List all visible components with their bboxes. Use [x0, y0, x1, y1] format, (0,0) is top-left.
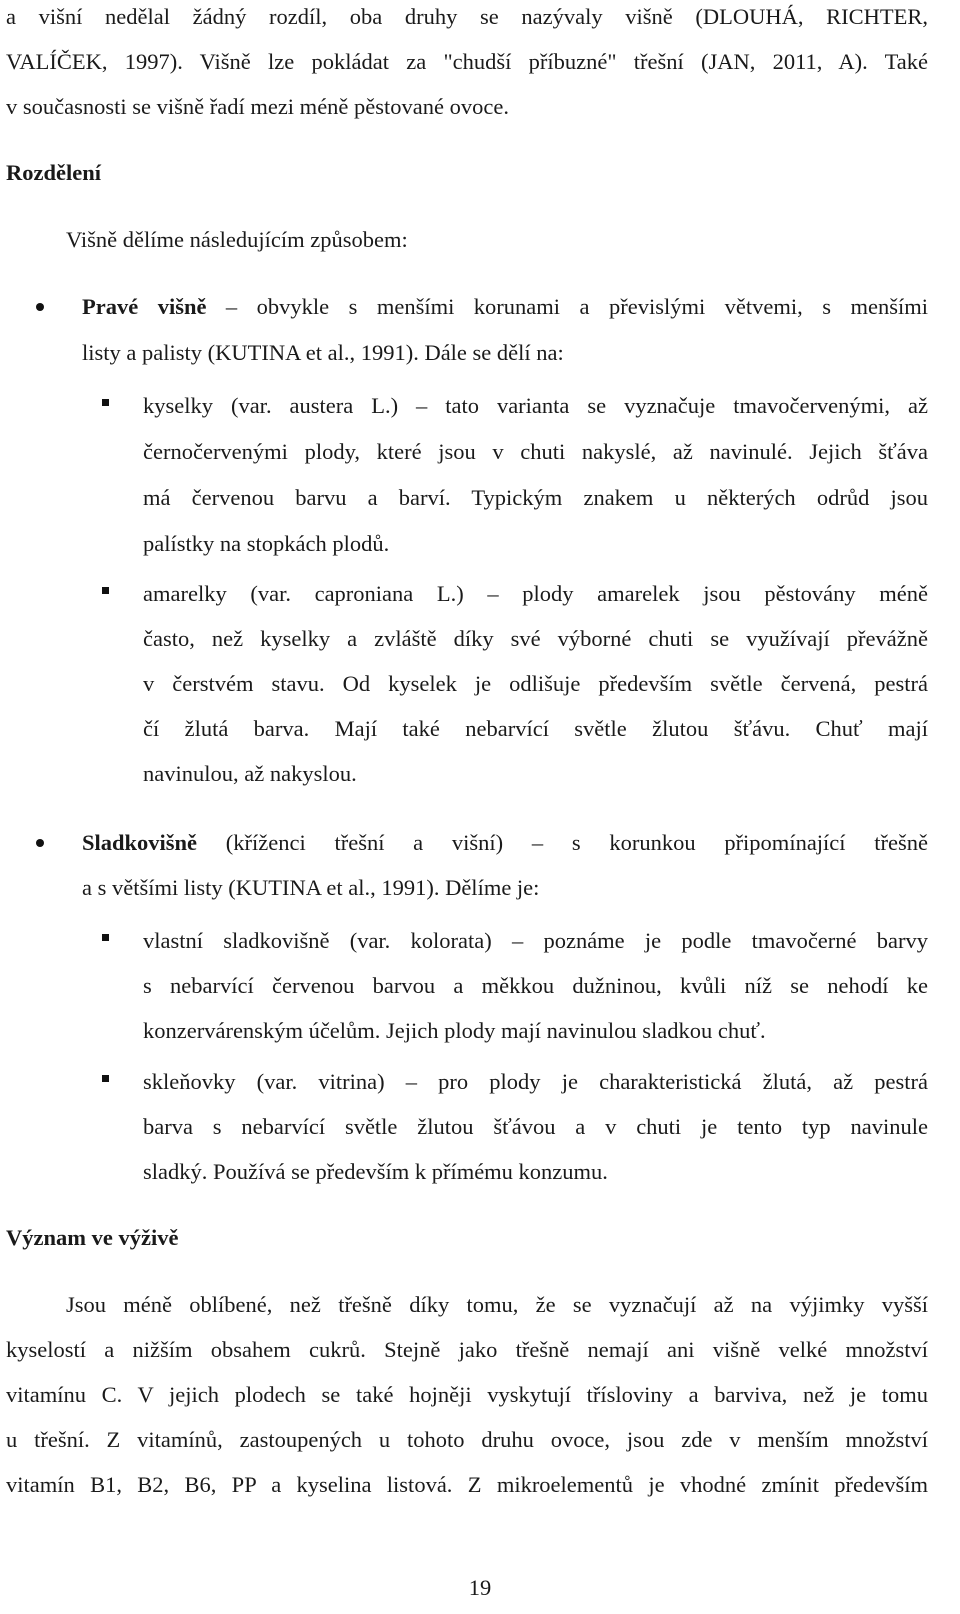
- sublist-item-line: často, než kyselky a zvláště díky své výborné chuti se využívají převážně: [143, 626, 928, 651]
- paragraph-line: u třešní. Z vitamínů, zastoupených u tohoto druhu ovoce, jsou zde v menším množství: [6, 1427, 928, 1452]
- list-item-line: a s většími listy (KUTINA et al., 1991). Dělíme je:: [82, 875, 540, 900]
- sublist-item-line: navinulou, až nakyslou.: [143, 761, 357, 786]
- section-heading: Význam ve výživě: [6, 1225, 179, 1250]
- paragraph-line: vitamínu C. V jejich plodech se také hojněji vyskytují třísloviny a barviva, než je tomu: [6, 1382, 928, 1407]
- paragraph-line: vitamín B1, B2, B6, PP a kyselina listová. Z mikroelementů je vhodné zmínit především: [6, 1472, 928, 1497]
- list-item-first-line: [82, 828, 928, 858]
- sublist-item-line: vlastní sladkovišně (var. kolorata) – poznáme je podle tmavočerné barvy: [143, 928, 928, 953]
- bullet-square-icon: [102, 934, 109, 941]
- bullet-square-icon: [102, 399, 109, 406]
- sublist-item-line: v čerstvém stavu. Od kyselek je odlišuje především světle červená, pestrá: [143, 671, 928, 696]
- list-text: (kříženci třešní a višní) – s korunkou připomínající třešně: [197, 830, 928, 855]
- bullet-square-icon: [102, 587, 109, 594]
- list-item-line: listy a palisty (KUTINA et al., 1991). Dále se dělí na:: [82, 340, 564, 365]
- list-text: – obvykle s menšími korunami a převislými větvemi, s menšími: [206, 294, 928, 319]
- list-term: Pravé višně: [82, 294, 207, 319]
- section-heading: Rozdělení: [6, 160, 101, 185]
- sublist-item-line: sladký. Používá se především k přímému konzumu.: [143, 1159, 608, 1184]
- bullet-dot-icon: [36, 839, 44, 847]
- sublist-item-line: palístky na stopkách plodů.: [143, 531, 390, 556]
- paragraph-line: kyselostí a nižším obsahem cukrů. Stejně jako třešně nemají ani višně velké množství: [6, 1337, 928, 1362]
- paragraph-line: VALÍČEK, 1997). Višně lze pokládat za "chudší příbuzné" třešní (JAN, 2011, A). Také: [6, 49, 928, 74]
- sublist-item-line: má červenou barvu a barví. Typickým znakem u některých odrůd jsou: [143, 485, 928, 510]
- sublist-item-line: konzervárenským účelům. Jejich plody mají navinulou sladkou chuť.: [143, 1018, 766, 1043]
- list-item-first-line: [82, 292, 928, 322]
- sublist-item-line: kyselky (var. austera L.) – tato varianta se vyznačuje tmavočervenými, až: [143, 393, 928, 418]
- bullet-dot-icon: [36, 303, 44, 311]
- bullet-square-icon: [102, 1075, 109, 1082]
- paragraph-line: Jsou méně oblíbené, než třešně díky tomu, že se vyznačují až na výjimky vyšší: [66, 1292, 928, 1317]
- sublist-item-line: amarelky (var. caproniana L.) – plody amarelek jsou pěstovány méně: [143, 581, 928, 606]
- sublist-item-line: barva s nebarvící světle žlutou šťávou a v chuti je tento typ navinule: [143, 1114, 928, 1139]
- page-number: 19: [468, 1575, 492, 1600]
- sublist-item-line: čí žlutá barva. Mají také nebarvící světle žlutou šťávu. Chuť mají: [143, 716, 928, 741]
- sublist-item-line: černočervenými plody, které jsou v chuti nakyslé, až navinulé. Jejich šťáva: [143, 439, 928, 464]
- sublist-item-line: s nebarvící červenou barvou a měkkou dužninou, kvůli níž se nehodí ke: [143, 973, 928, 998]
- list-term: Sladkovišně: [82, 830, 198, 855]
- sublist-item-line: skleňovky (var. vitrina) – pro plody je charakteristická žlutá, až pestrá: [143, 1069, 928, 1094]
- paragraph-line: v současnosti se višně řadí mezi méně pěstované ovoce.: [6, 94, 509, 119]
- paragraph-line: a višní nedělal žádný rozdíl, oba druhy se nazývaly višně (DLOUHÁ, RICHTER,: [6, 4, 928, 29]
- section-lead: Višně dělíme následujícím způsobem:: [66, 227, 408, 252]
